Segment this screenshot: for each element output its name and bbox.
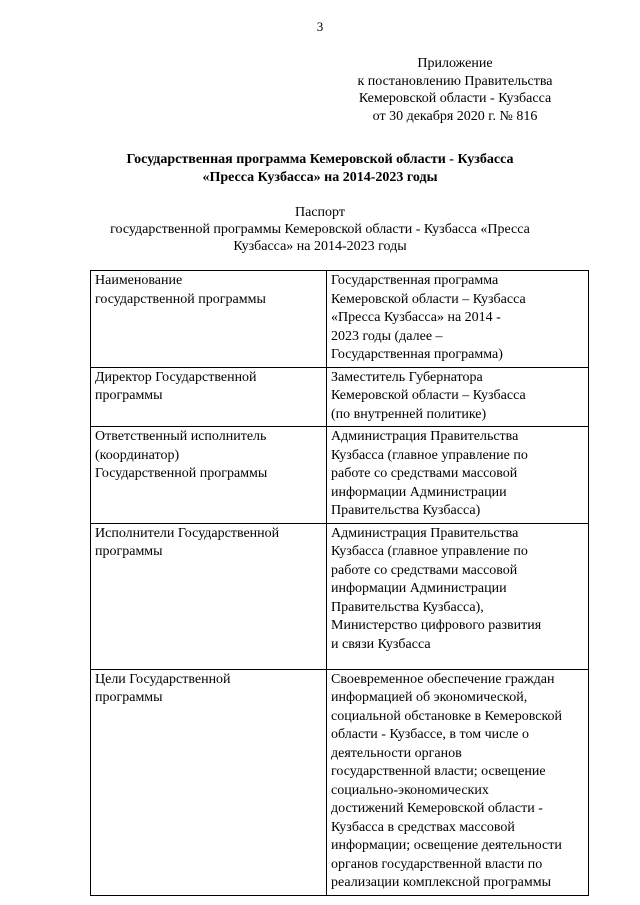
row-label: Ответственный исполнитель (координатор) Государственной программы	[91, 427, 327, 524]
row-label: Наименование государственной программы	[91, 271, 327, 368]
row-label: Цели Государственной программы	[91, 669, 327, 895]
table-row	[91, 523, 589, 669]
passport-heading-block	[60, 204, 580, 255]
row-value: Администрация Правительства Кузбасса (главное управление по работе со средствами массовой информации Администрации Правительства Кузбасса), Министерство цифрового развития и связи Кузбасса	[327, 523, 589, 669]
row-value: Администрация Правительства Кузбасса (главное управление по работе со средствами массовой информации Администрации Правительства Кузбасса)	[327, 427, 589, 524]
page-number: 3	[316, 19, 324, 34]
row-value: Своевременное обеспечение граждан информацией об экономической, социальной обстановке в Кемеровской области - Кузбассе, в том числе о деятельности органов государственной власти; освещение социально-экономических достижений Кемеровской области - Кузбасса в средствах массовой информации; освещение деятельности органов государственной власти по реализации комплексной программы	[327, 669, 589, 895]
table-row	[91, 427, 589, 524]
program-passport-table	[90, 270, 589, 896]
title-line: Государственная программа Кемеровской области - Кузбасса	[126, 152, 514, 167]
table-row	[91, 271, 589, 368]
annex-block	[335, 55, 575, 125]
table-row	[91, 669, 589, 895]
title-line: «Пресса Кузбасса» на 2014-2023 годы	[202, 170, 438, 185]
row-value: Заместитель Губернатора Кемеровской области – Кузбасса (по внутренней политике)	[327, 367, 589, 427]
table-row	[91, 367, 589, 427]
row-label: Исполнители Государственной программы	[91, 523, 327, 669]
annex-line: от 30 декабря 2020 г. № 816	[372, 108, 538, 124]
row-value: Государственная программа Кемеровской области – Кузбасса «Пресса Кузбасса» на 2014 - 2023 годы (далее – Государственная программа)	[327, 271, 589, 368]
row-label: Директор Государственной программы	[91, 367, 327, 427]
annex-line: к постановлению Правительства	[357, 73, 553, 89]
document-title	[60, 151, 580, 187]
annex-line: Приложение	[417, 56, 493, 71]
passport-subtitle: государственной программы Кемеровской области - Кузбасса «Пресса Кузбасса» на 2014-2023 годы	[110, 222, 530, 254]
annex-line: Кемеровской области - Кузбасса	[358, 91, 552, 106]
passport-heading: Паспорт	[295, 205, 345, 220]
